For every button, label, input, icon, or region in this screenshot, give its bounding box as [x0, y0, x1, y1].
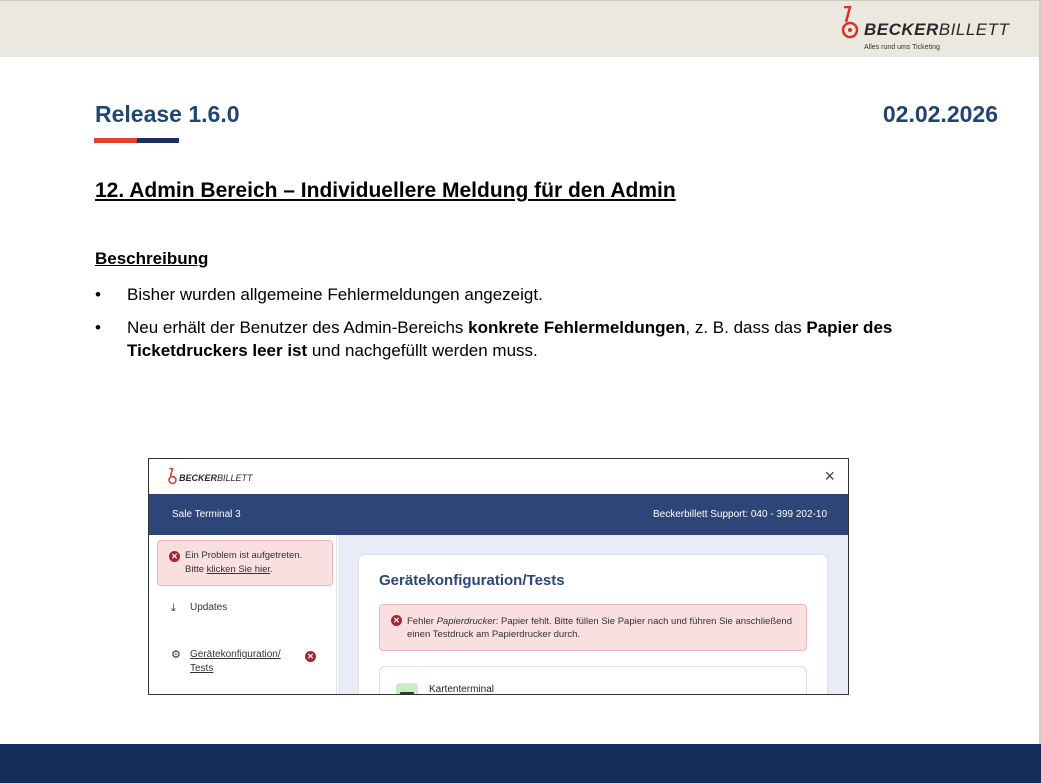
alert-text: : Papier fehlt. Bitte füllen Sie Papier nach und führen Sie anschließend einen Testdruck am Papierdrucker durch.: [407, 616, 792, 640]
title-underline-red: [94, 138, 137, 143]
support-info: Beckerbillett Support: 040 - 399 202-10: [653, 509, 827, 520]
bullet-text: Bisher wurden allgemeine Fehlermeldungen angezeigt.: [127, 285, 543, 304]
bullet-text-part: und nachgefüllt werden muss.: [307, 341, 538, 360]
release-title: Release 1.6.0: [95, 101, 240, 127]
alert-device: Papierdrucker: [436, 616, 496, 627]
logo-text-bold: BECKER: [864, 20, 939, 39]
terminal-name: Sale Terminal 3: [172, 509, 241, 520]
error-x-icon: ✕: [169, 551, 180, 562]
bullet-bold-text: konkrete Fehlermeldungen: [468, 318, 686, 337]
gear-icon: ⚙: [171, 649, 181, 661]
app-logo-icon: [167, 468, 179, 485]
bullet-dot: •: [95, 318, 101, 337]
alert-link[interactable]: klicken Sie hier: [206, 564, 271, 575]
kartenterminal-item[interactable]: [379, 666, 807, 695]
app-logo-bold: BECKER: [179, 473, 218, 483]
logo-mark-icon: [840, 6, 862, 40]
logo-tagline: Alles rund ums Ticketing: [864, 44, 940, 51]
alert-text: Fehler: [407, 616, 437, 627]
logo-text-light: BILLETT: [938, 20, 1010, 39]
alert-text: Bitte: [185, 564, 207, 575]
printer-error-alert: [379, 604, 807, 651]
alert-line: Ein Problem ist aufgetreten.: [185, 550, 303, 561]
bullet-text-part: , z. B. dass das: [685, 318, 807, 337]
description-heading: Beschreibung: [95, 249, 209, 268]
embedded-app-screenshot: [148, 458, 849, 695]
error-x-icon: ✕: [391, 615, 402, 626]
app-main: [338, 535, 849, 695]
error-x-icon: ✕: [305, 651, 316, 662]
config-card: [358, 554, 828, 695]
beckerbillett-logo: [840, 6, 1010, 54]
sidebar-item-label: Tests: [190, 663, 214, 674]
bullet-dot: •: [95, 285, 101, 304]
release-date: 02.02.2026: [882, 101, 998, 127]
title-underline-blue: [137, 138, 179, 143]
bullet-item: [95, 316, 975, 362]
close-icon[interactable]: ×: [824, 466, 835, 486]
card-terminal-icon: [396, 683, 418, 695]
app-header-bar: [149, 494, 849, 535]
kartenterminal-label: Kartenterminal: [429, 684, 495, 695]
app-titlebar: [149, 459, 849, 494]
app-sidebar: [149, 535, 337, 695]
section-heading: 12. Admin Bereich – Individuellere Meldung für den Admin: [95, 179, 676, 202]
config-title: Gerätekonfiguration/Tests: [379, 572, 565, 589]
app-logo-light: BILLETT: [217, 473, 253, 483]
sidebar-item-label: Updates: [190, 602, 228, 613]
sidebar-item-label: Gerätekonfiguration/: [190, 649, 281, 660]
bullet-list: [95, 283, 975, 372]
sidebar-error-alert[interactable]: [157, 540, 333, 586]
bullet-bold-text: Papier des Ticketdruckers leer ist: [127, 318, 893, 360]
alert-text: .: [270, 564, 273, 575]
bullet-text-part: Neu erhält der Benutzer des Admin-Bereichs: [127, 318, 469, 337]
download-icon: ⤓: [171, 602, 176, 614]
footer-band: [0, 744, 1041, 783]
bullet-item: [95, 283, 975, 306]
